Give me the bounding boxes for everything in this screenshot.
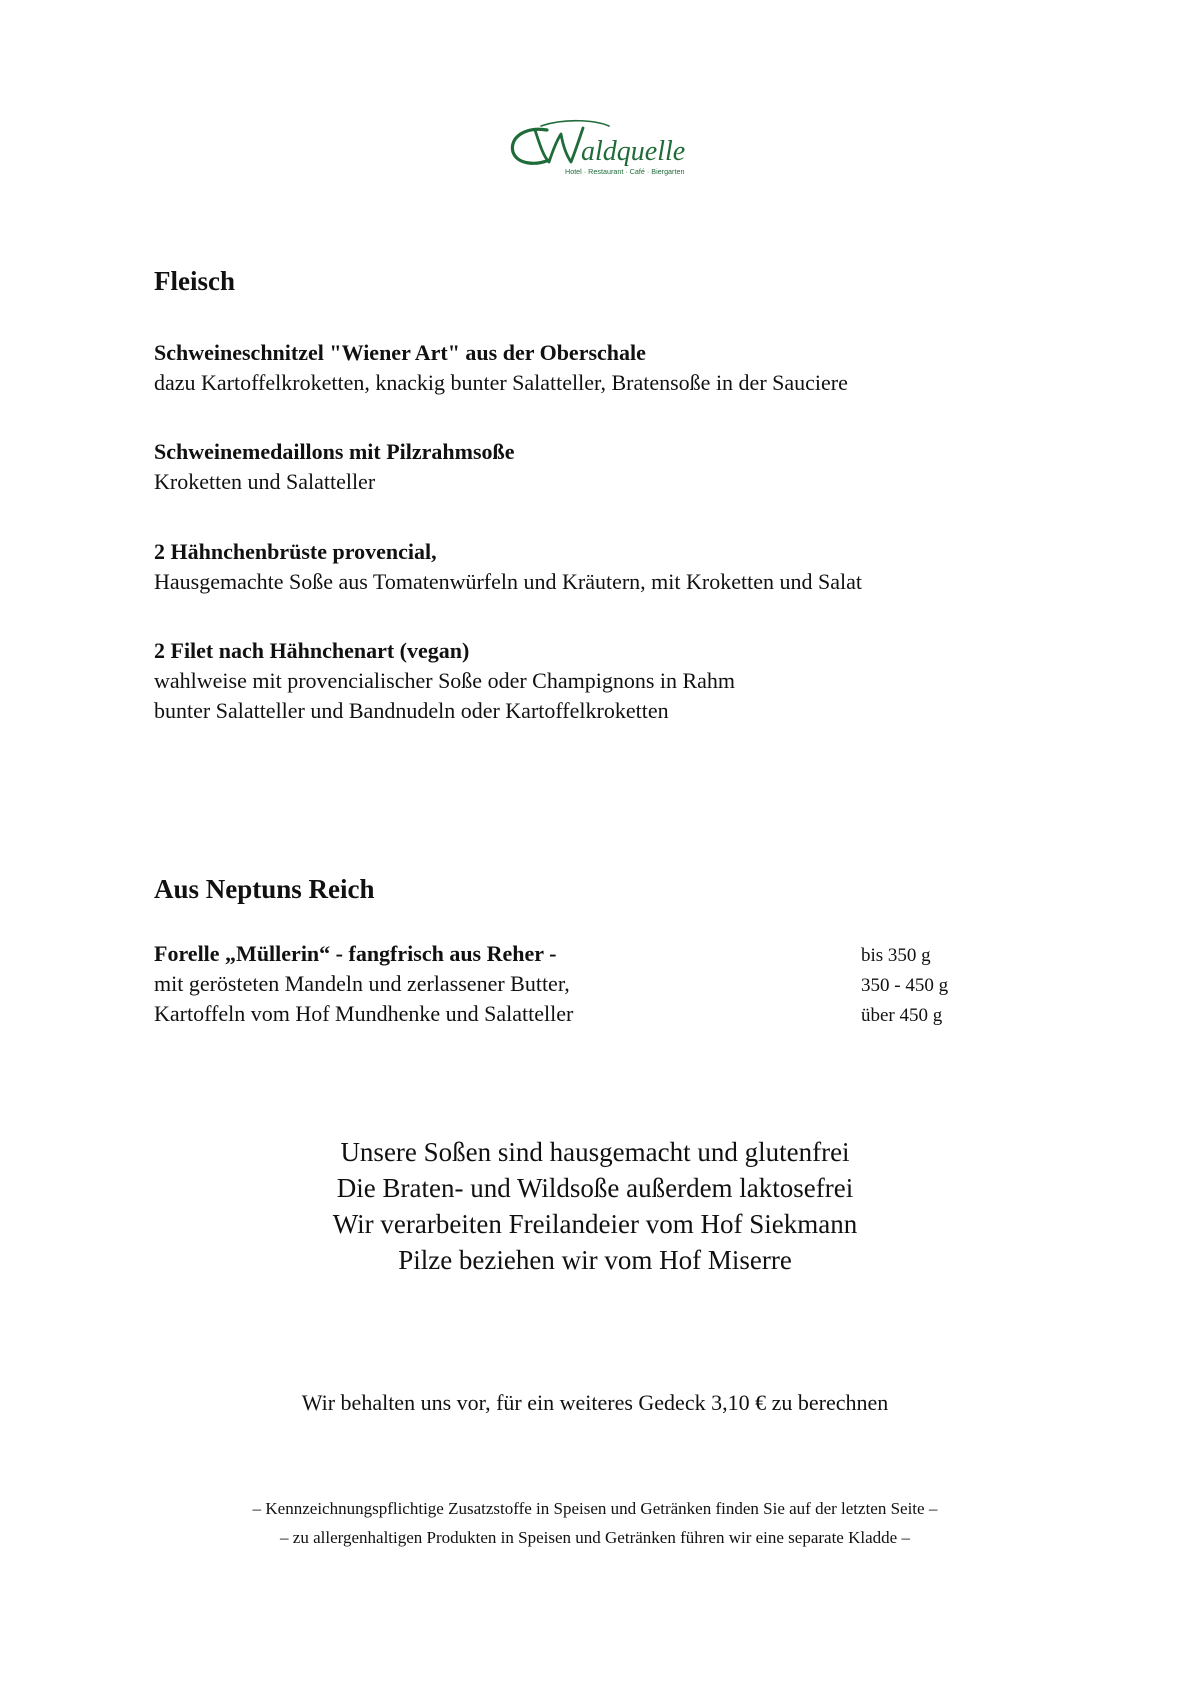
dish-description: dazu Kartoffelkroketten, knackig bunter Salatteller, Bratensoße in der Sauciere [154, 370, 848, 395]
dish-name: Schweineschnitzel "Wiener Art" aus der Oberschale [154, 340, 646, 365]
cover-charge-note: Wir behalten uns vor, für ein weiteres Gedeck 3,10 € zu berechnen [301, 1390, 889, 1415]
sauce-notes [0, 1134, 1190, 1278]
dish-description: bunter Salatteller und Bandnudeln oder Kartoffelkroketten [154, 698, 669, 723]
logo-graphic [505, 112, 705, 182]
dish-schweinemedaillons [154, 437, 1054, 497]
fish-row [154, 999, 974, 1029]
dish-description: Hausgemachte Soße aus Tomatenwürfeln und Kräutern, mit Kroketten und Salat [154, 569, 862, 594]
dish-description: wahlweise mit provencialischer Soße oder Champignons in Rahm [154, 668, 736, 693]
footer-notes [0, 1494, 1190, 1552]
dish-name: 2 Filet nach Hähnchenart (vegan) [154, 638, 470, 663]
dish-description: Kartoffeln vom Hof Mundhenke und Salatteller [154, 1001, 574, 1026]
dish-name: Forelle „Müllerin“ - fangfrisch aus Reher - [154, 941, 557, 966]
section-title-neptun: Aus Neptuns Reich [154, 874, 375, 904]
note-line: Die Braten- und Wildsoße außerdem laktosefrei [336, 1173, 854, 1203]
dish-name: 2 Hähnchenbrüste provencial, [154, 539, 437, 564]
fish-row [154, 939, 974, 969]
dish-description: mit gerösteten Mandeln und zerlassener Butter, [154, 971, 570, 996]
note-line: Wir verarbeiten Freilandeier vom Hof Siekmann [332, 1209, 858, 1239]
waldquelle-logo [505, 112, 705, 182]
dish-filet-vegan [154, 636, 1054, 726]
note-line: Unsere Soßen sind hausgemacht und glutenfrei [340, 1137, 850, 1167]
portion-size: 350 - 450 g [861, 975, 949, 996]
logo-wordmark: aldquelle [581, 136, 686, 167]
footer-line: – Kennzeichnungspflichtige Zusatzstoffe in Speisen und Getränken finden Sie auf der letzten Seite – [252, 1499, 938, 1518]
footer-line: – zu allergenhaltigen Produkten in Speisen und Getränken führen wir eine separate Kladde – [280, 1528, 910, 1547]
section-title-fleisch: Fleisch [154, 266, 235, 296]
fish-row [154, 969, 974, 999]
dish-haehnchenbrueste [154, 537, 1054, 597]
dish-name: Schweinemedaillons mit Pilzrahmsoße [154, 439, 515, 464]
dish-schweineschnitzel [154, 338, 1054, 398]
note-line: Pilze beziehen wir vom Hof Miserre [398, 1245, 792, 1275]
portion-size: bis 350 g [861, 945, 931, 966]
logo-tagline: Hotel · Restaurant · Café · Biergarten [565, 167, 685, 176]
portion-size: über 450 g [861, 1005, 943, 1026]
dish-description: Kroketten und Salatteller [154, 469, 376, 494]
